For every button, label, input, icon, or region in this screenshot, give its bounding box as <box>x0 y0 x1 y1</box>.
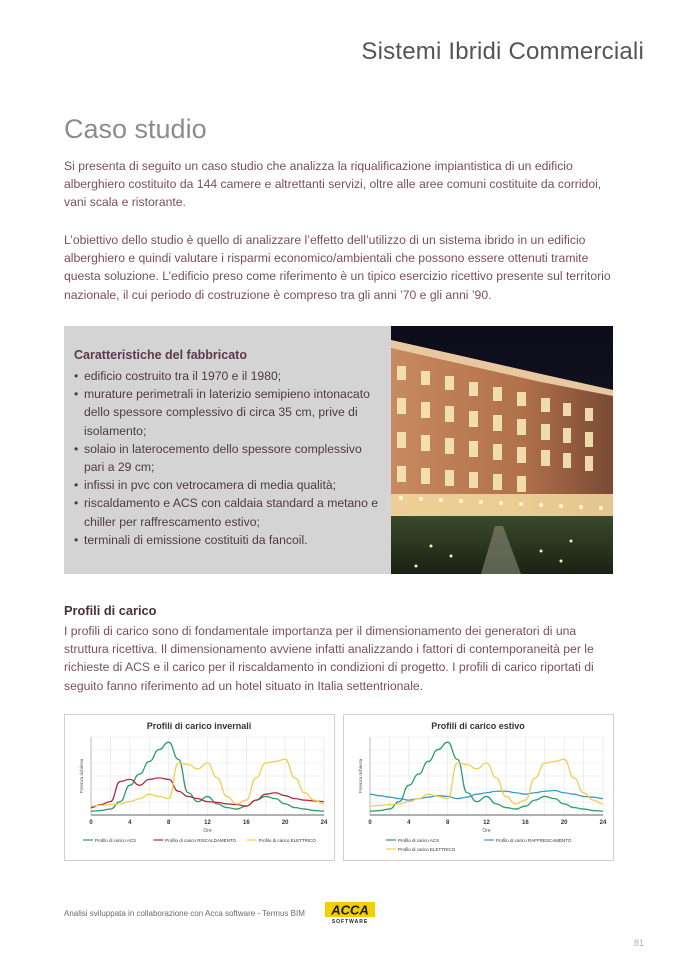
x-tick-label: 16 <box>521 820 529 826</box>
footer-credit: Analisi sviluppata in collaborazione con Acca software - Termus BIM <box>64 909 305 918</box>
page-header-title: Sistemi Ibridi Commerciali <box>361 38 644 65</box>
load-profiles-paragraph: I profili di carico sono di fondamentale importanza per il dimensionamento dei generatori di una struttura ricettiva. Il dimensionamento avviene infatti analizzando i fattori di contemporaneità per le richieste di ACS e il carico per il riscaldamento in condizioni di progetto. I profili di carico riportati di seguito fanno riferimento ad un hotel situato in Italia settentrionale. <box>64 624 594 693</box>
page-number: 81 <box>633 938 644 948</box>
x-tick-label: 0 <box>89 820 93 826</box>
legend-label: Profilo di carico ELETTRICO <box>258 838 316 843</box>
x-tick-label: 12 <box>483 820 490 826</box>
x-tick-label: 8 <box>166 820 171 826</box>
legend-label: Profilo di carico ELETTRICO <box>398 847 456 852</box>
building-characteristics-title: Caratteristiche del fabbricato <box>74 348 247 362</box>
intro-paragraph: Si presenta di seguito un caso studio che analizza la riqualificazione impiantistica di un edificio alberghiero costituito da 144 camere e altrettanti servizi, oltre alle aree comuni costituite da corridoi, vani scala e ristorante. <box>64 159 602 210</box>
objective-paragraph: L’obiettivo dello studio è quello di analizzare l’effetto dell’utilizzo di un sistema ibrido in un edificio alberghiero e quindi valutare i risparmi economico/ambientali che possono essere ottenuti tramite questa soluzione. L’edificio preso come riferimento è un tipico esercizio ricettivo presente sul territorio nazionale, il cui periodo di costruzione è compreso tra gli anni ’70 e gli anni ’90. <box>64 233 611 302</box>
legend-label: Profilo di carico RISCALDAMENTO <box>165 838 236 843</box>
list-item: • solaio in laterocemento dello spessore complessivo pari a 29 cm; <box>74 441 362 475</box>
chart-title: Profili di carico estivo <box>431 721 525 731</box>
section-title: Caso studio <box>64 114 207 144</box>
y-axis-label: Potenza richiesta <box>79 758 84 794</box>
list-item: • edificio costruito tra il 1970 e il 1980; <box>74 369 282 383</box>
x-tick-label: 0 <box>368 820 372 826</box>
building-characteristics-list <box>74 367 379 549</box>
x-tick-label: 8 <box>445 820 450 826</box>
load-profiles-title: Profili di carico <box>64 603 157 618</box>
hotel-building-photo <box>391 326 613 574</box>
x-tick-label: 24 <box>599 820 607 826</box>
winter-load-profile-chart <box>64 714 335 861</box>
x-axis-label: Ore <box>482 828 491 834</box>
acca-logo <box>325 902 375 929</box>
svg-text:SOFTWARE: SOFTWARE <box>331 919 369 924</box>
x-axis-label: Ore <box>203 828 212 834</box>
x-tick-label: 24 <box>320 820 328 826</box>
summer-load-profile-chart <box>343 714 614 861</box>
summer-chart-svg <box>344 715 613 860</box>
legend-label: Profilo di carico ACS <box>398 838 440 843</box>
list-item: • murature perimetrali in laterizio semipieno intonacato dello spessore complessivo di circa 35 cm, prive di isolamento; <box>74 387 370 438</box>
x-tick-label: 4 <box>407 820 411 826</box>
building-characteristics-box <box>64 326 391 574</box>
svg-text:ACCA: ACCA <box>331 902 369 918</box>
list-item: • infissi in pvc con vetrocamera di media qualità; <box>74 478 336 493</box>
legend-label: Profilo di carico ACS <box>95 838 137 843</box>
x-tick-label: 12 <box>204 820 211 826</box>
list-item: • riscaldamento e ACS con caldaia standard a metano e chiller per raffrescamento estivo; <box>74 496 379 529</box>
chart-title: Profili di carico invernali <box>146 721 252 731</box>
x-tick-label: 20 <box>281 820 289 826</box>
x-tick-label: 16 <box>242 820 250 826</box>
winter-chart-svg <box>65 715 334 860</box>
y-axis-label: Potenza richiesta <box>358 758 363 794</box>
x-tick-label: 4 <box>128 820 132 826</box>
list-item: • terminali di emissione costituiti da fancoil. <box>74 532 308 547</box>
x-tick-label: 20 <box>560 820 568 826</box>
legend-label: Profilo di carico RAFFRESCAMENTO <box>496 838 572 843</box>
